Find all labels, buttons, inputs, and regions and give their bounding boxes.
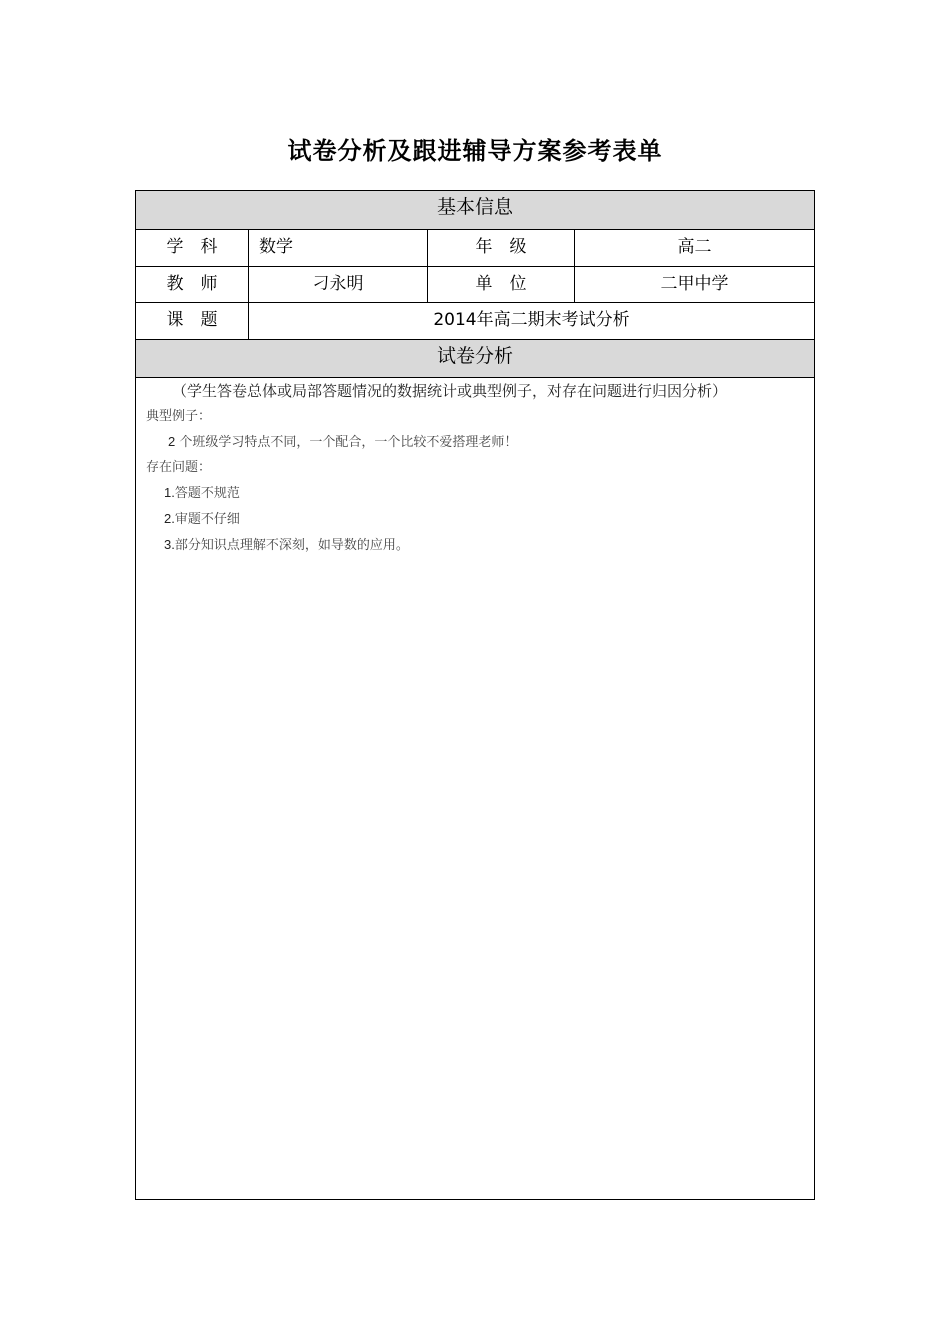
problem-text: 答题不规范 (174, 486, 240, 501)
unit-value: 二甲中学 (574, 267, 814, 302)
topic-row (136, 303, 814, 340)
example-number: 2 (168, 434, 176, 449)
subject-value: 数学 (248, 230, 427, 266)
reference-form (135, 190, 815, 1200)
document-title: 试卷分析及跟进辅导方案参考表单 (287, 137, 663, 165)
basic-info-header: 基本信息 (136, 191, 814, 230)
problem-number: 2. (164, 511, 175, 526)
problem-number: 1. (164, 485, 175, 500)
teacher-label: 教 师 (166, 274, 218, 294)
problem-text: 部分知识点理解不深刻，如导数的应用。 (174, 538, 409, 553)
unit-label: 单 位 (427, 267, 574, 302)
problem-item-3 (136, 532, 814, 558)
example-text: 个班级学习特点不同，一个配合，一个比较不爱搭理老师！ (179, 435, 518, 450)
analysis-note: （学生答卷总体或局部答题情况的数据统计或典型例子，对存在问题进行归因分析） (172, 382, 728, 400)
analysis-body (136, 378, 814, 558)
example-line (136, 429, 814, 455)
topic-label: 课 题 (166, 310, 218, 330)
problem-number: 3. (164, 537, 175, 552)
grade-label: 年 级 (427, 230, 574, 266)
example-heading: 典型例子： (146, 409, 212, 424)
teacher-value: 刁永明 (248, 267, 427, 302)
grade-value: 高二 (574, 230, 814, 266)
analysis-header: 试卷分析 (136, 340, 814, 378)
topic-value: 2014年高二期末考试分析 (248, 303, 814, 339)
subject-label: 学 科 (166, 237, 218, 257)
teacher-unit-row (136, 267, 814, 303)
problems-heading: 存在问题： (146, 460, 212, 475)
problem-item-1 (136, 480, 814, 506)
problem-text: 审题不仔细 (174, 512, 240, 527)
problem-item-2 (136, 506, 814, 532)
subject-grade-row (136, 230, 814, 267)
